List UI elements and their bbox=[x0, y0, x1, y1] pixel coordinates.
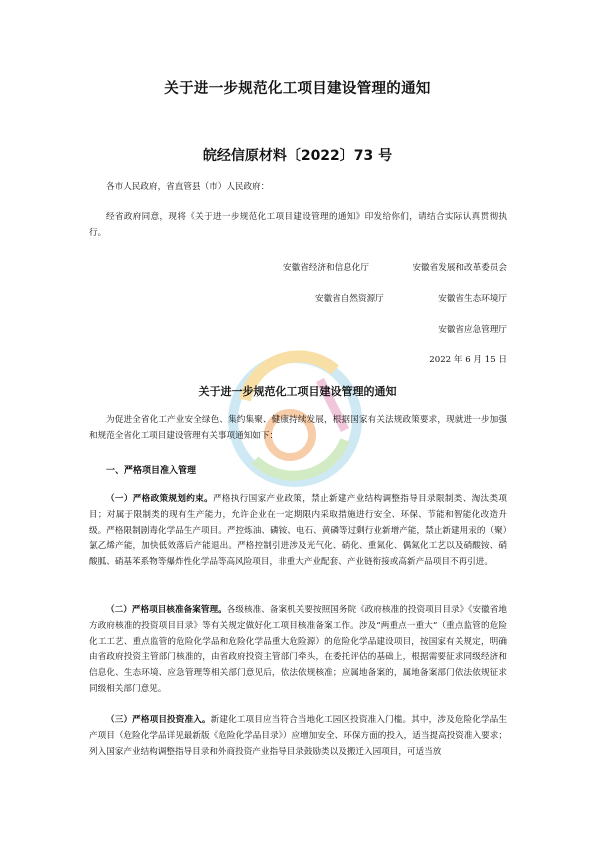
issuer-economy-it: 安徽省经济和信息化厅 bbox=[283, 263, 369, 273]
issuer-development-reform: 安徽省发展和改革委员会 bbox=[412, 263, 507, 273]
item-text: 新建化工项目应当符合当地化工园区投资准入门槛。其中，涉及危险化学品生产项目（危险化学品详见最新版《危险化学品目录》）应增加安全、环保方面的投入，适当提高投资准入要求；列入国家产业结构调整指导目录和外商投资产业指导目录鼓励类以及搬迁入园项目，可适当放 bbox=[89, 715, 507, 757]
notice-intro-paragraph: 为促进全省化工产业安全绿色、集约集聚、健康持续发展，根据国家有关法规政策要求，现就进一步加强和规范全省化工项目建设管理有关事项通知如下： bbox=[89, 415, 507, 441]
item-lead: （二）严格项目核准备案管理。 bbox=[106, 605, 227, 615]
item-investment-access bbox=[89, 713, 507, 760]
intro-paragraph: 经省政府同意，现将《关于进一步规范化工项目建设管理的通知》印发给你们，请结合实际认真贯彻执行。 bbox=[89, 212, 507, 238]
item-lead: （三）严格项目投资准入。 bbox=[106, 715, 211, 725]
issue-date: 2022 年 6 月 15 日 bbox=[429, 355, 507, 365]
document-number: 皖经信原材料〔2022〕73 号 bbox=[202, 148, 393, 164]
recipients-line: 各市人民政府，省直管县（市）人民政府： bbox=[106, 182, 270, 192]
issuer-emergency-management: 安徽省应急管理厅 bbox=[438, 325, 507, 335]
item-text: 严格执行国家产业政策，禁止新建产业结构调整指导目录限制类、淘汰类项目；对属于限制类的现有生产能力，允许企业在一定期限内采取措施进行安全、环保、节能和智能化改造升级。严格限制剧毒化学品生产项目。严控炼油、磷铵、电石、黄磷等过剩行业新增产能，禁止新建用汞的（聚）氯乙烯产能，加快低效落后产能退出。严格控制引进涉及光气化、硝化、重氮化、偶氮化工艺以及硝酸铵、硝酸胍、硝基苯系物等爆炸性化学品等高风险项目，非重大产业配套、产业链衔接或高新产品项目不再引进。 bbox=[89, 494, 507, 568]
issuer-natural-resources: 安徽省自然资源厅 bbox=[315, 294, 384, 304]
issuer-ecology-environment: 安徽省生态环境厅 bbox=[438, 294, 507, 304]
main-title: 关于进一步规范化工项目建设管理的通知 bbox=[164, 81, 431, 97]
item-lead: （一）严格政策规划约束。 bbox=[106, 494, 214, 504]
notice-title: 关于进一步规范化工项目建设管理的通知 bbox=[198, 385, 397, 398]
item-text: 各级核准、备案机关要按照国务院《政府核准的投资项目目录》《安徽省地方政府核准的投资项目目录》等有关规定做好化工项目核准备案工作。涉及“两重点一重大”（重点监管的危险化工工艺、重点监管的危险化学品和危险化学品重大危险源）的危险化学品建设项目，按国家有关规定，明确由省政府投资主管部门核准的，由省政府投资主管部门牵头，在委托评估的基础上，根据需要征求同级经济和信息化、生态环境、应急管理等相关部门意见后，依法依规核准；应属地备案的，属地备案部门依法依规征求同级相关部门意见。 bbox=[89, 605, 507, 694]
item-policy-planning bbox=[89, 492, 507, 571]
item-approval-filing bbox=[89, 603, 507, 698]
section-heading-project-access: 一、严格项目准入管理 bbox=[106, 466, 197, 476]
